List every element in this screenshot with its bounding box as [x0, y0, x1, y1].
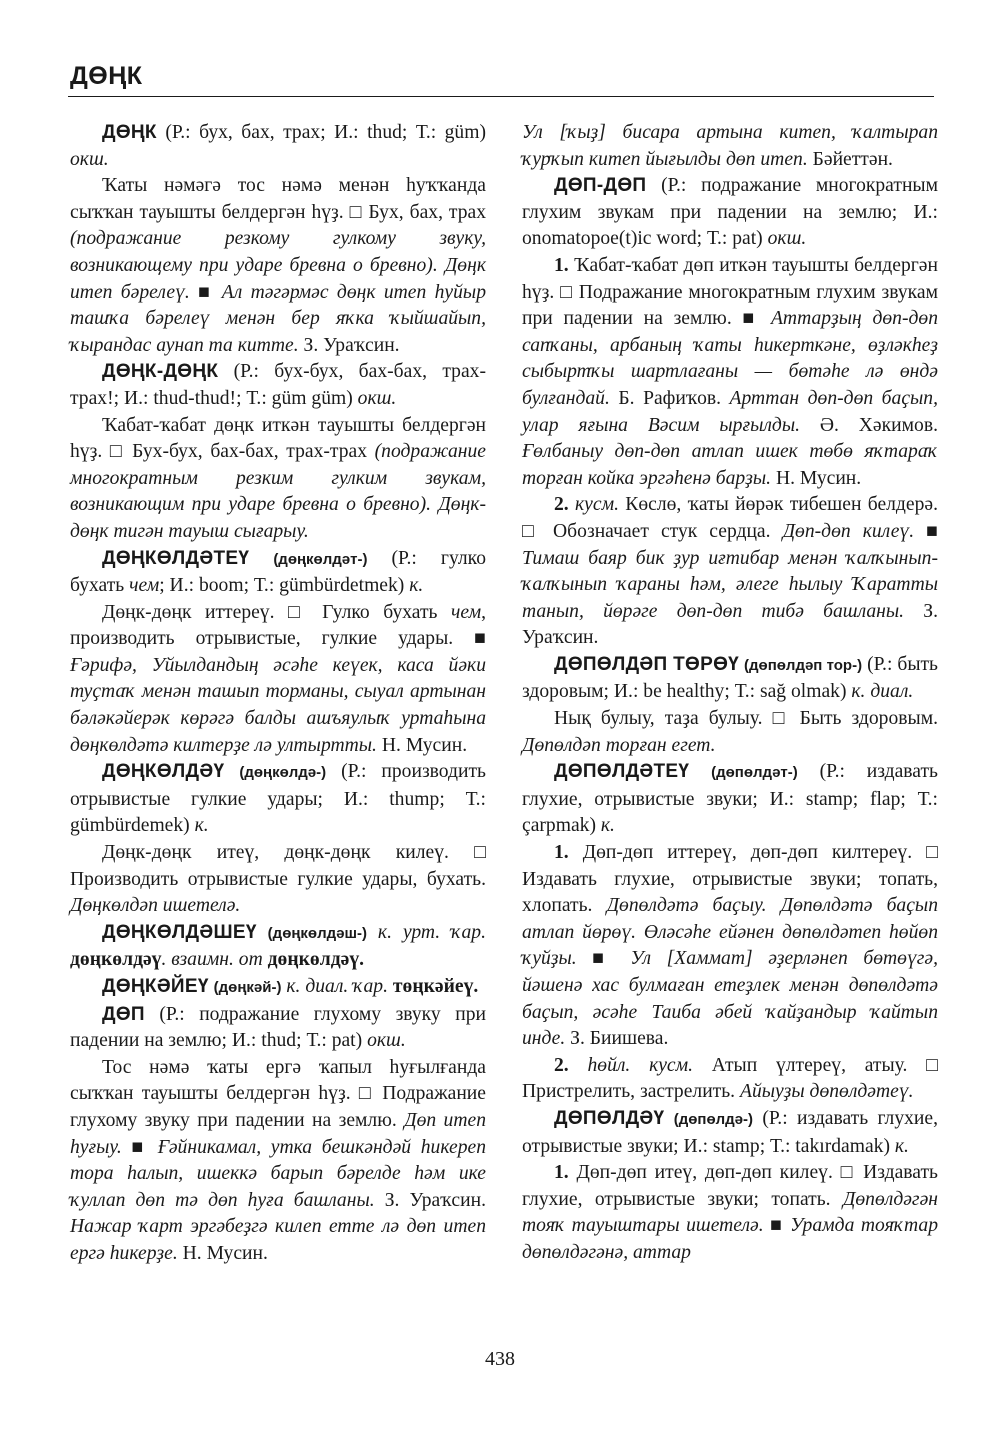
grammar-form: (дөпөлдәт-)	[711, 764, 798, 782]
bold-text: дөңкөлдәү.	[267, 949, 365, 971]
italic-text: кусм.	[575, 494, 619, 516]
italic-text: Ул [Хаммат] әҙерләнеп бөтөүгә, йәшенә хас булмаған етеҙлек менән дөпөлдәтә баҫып, әсәһе Таиба әбей ҡайҙандыр ҡайтып инде.	[522, 948, 938, 1050]
italic-text: Аттарҙың дөп-дөп сапҡаны, арбаның ҡаты һикерткәне, өҙләкһеҙ сыбыртҡы шартлағаны — бөтәһе лә өндә булғандай.	[522, 308, 939, 409]
text-run: Ҡабат-ҡабат дөңк иткән тауышты белдергән һүҙ. □ Бух-бух, бах-бах, трах-трах	[70, 414, 486, 463]
entry-paragraph	[70, 546, 486, 600]
headword: ДӨҢК-ДӨҢК	[102, 361, 219, 383]
entry-paragraph	[70, 359, 486, 412]
bold-text: төңкәйеү.	[392, 976, 479, 997]
text-run: (Р.: издавать глухие, отрывистые звуки; И.: stamp; Т.: takırdamak)	[522, 1107, 938, 1157]
header-rule	[68, 96, 934, 97]
headword: ДӨПӨЛДӘП ТӨРӨҮ	[554, 653, 740, 675]
text-run: Н. Мусин.	[177, 1242, 268, 1264]
headword: ДӨҢКӨЛДӘШЕҮ	[102, 921, 257, 943]
headword: ДӨПӨЛДӘТЕҮ	[554, 761, 690, 783]
grammar-form: (дөңкәй-)	[213, 979, 282, 996]
italic-text: Ғәрифә, Уйылдандың әсәһе кеүек, каса йәки туҫтаҡ менән ташып торманы, сыуал артынан бәләкәйерәк көрәгә балды ашъяулыҡ уртаһына дөңкөлдәтә килтерҙе лә ултыртты.	[70, 654, 486, 756]
text-run: Б. Рафиҡов.	[609, 387, 730, 409]
bold-text: 2.	[554, 494, 569, 516]
italic-text: к.	[894, 1135, 909, 1157]
text-run: ■	[914, 520, 938, 542]
text-run	[257, 922, 268, 943]
text-run: (Р.: подражание глухому звуку при падении на землю; И.: thud; Т.: pat)	[70, 1003, 486, 1052]
text-run: З. Биишева.	[565, 1028, 669, 1050]
text-run: (Р.: бух, бах, трах; И.: thud; Т.: güm)	[156, 122, 486, 143]
text-run: Нық булыу, таҙа булыу. □ Быть здоровым.	[554, 708, 938, 730]
text-run: (Р.: подражание многократным глухим звукам при падении на землю; И.: onomatopoe(t)ic word; Т.: pat)	[522, 175, 938, 250]
headword: ДӨП	[102, 1003, 145, 1025]
italic-text: Тимаш баяр бик ҙур иғтибар менән ҡалҡынып-ҡалҡынып ҡараны һәм, әлеге һылыу Ҡаратты танып, йөрәге дөп-дөп тибә башланы.	[522, 547, 938, 622]
entry-paragraph	[522, 652, 938, 706]
text-run: Дөңк-дөңк итеү, дөңк-дөңк килеү. □ Производить отрывистые гулкие удары, бухать.	[70, 842, 486, 890]
italic-text: (подражание резкому гулкому звуку, возникающему при ударе бревна о бревно). Дөңк итеп бәрелеү.	[70, 228, 486, 303]
text-run	[689, 761, 711, 782]
text-run: ■	[763, 1215, 791, 1237]
headword: ДӨҢК	[102, 122, 157, 143]
entry-paragraph	[70, 759, 486, 840]
italic-text: к. урт. ҡар.	[377, 921, 486, 943]
italic-text: окш.	[70, 148, 109, 170]
bold-text: 1.	[554, 1162, 569, 1184]
text-run: З. Ураҡсин.	[374, 1189, 486, 1211]
text-run: (Р.: быть здоровым; И.: be healthy; Т.: sağ olmak)	[522, 653, 938, 703]
text-run: Ҡабат-ҡабат дөп иткән тауышты белдергән һүҙ. □ Подражание многократным глухим звукам при падении на землю. ■	[522, 254, 938, 330]
italic-text: окш.	[357, 387, 397, 409]
entry-paragraph	[70, 1055, 486, 1268]
grammar-form: (дөпөлдәп тор-)	[744, 656, 863, 674]
italic-text: (подражание многократным резким гулким звукам, возникающим при ударе бревна о бревно). Дөңк-дөңк тигән тауыш сығарыу.	[70, 441, 486, 542]
grammar-form: (дөңкөлдә-)	[239, 764, 327, 782]
text-run: Ҡаты нәмәгә тос нәмә менән һуҡҡанда сыҡҡан тауышты белдергән һүҙ. □ Бух, бах, трах	[70, 175, 486, 223]
grammar-form: (дөңкөлдәш-)	[267, 924, 367, 942]
italic-text: окш.	[767, 228, 807, 250]
page-number: 438	[485, 1348, 515, 1370]
text-run	[569, 1055, 588, 1076]
bold-text: 1.	[554, 842, 569, 864]
running-head: ДӨҢК	[70, 62, 143, 90]
italic-text: Ал тәгәрмәс дөңк итеп һуйыр ташҡа бәрелеү менән бер яҡка ҡыйшайып, ҡырандас аунап та китте.	[70, 281, 486, 356]
italic-text: к.	[409, 575, 424, 597]
text-run	[249, 548, 273, 569]
italic-text: Ғөлбаныу дөп-дөп атлап ишек төбө яҡтараҡ торған койка эргәһенә барҙы.	[522, 441, 938, 489]
italic-text: Ул [ҡыҙ] бисара артына китеп, ҡалтырап ҡурҡып китеп йығылды дөп итеп.	[522, 122, 938, 170]
headword: ДӨҢКӘЙЕҮ	[102, 976, 209, 997]
text-run: Көслө, ҡаты йөрәк тибешен белдерә. □ Обозначает стук сердца.	[522, 494, 938, 542]
italic-text: Дөпөлдәгән тояҡ тауыштары ишетелә.	[522, 1188, 938, 1237]
text-run: (Р.: гулко бухать	[70, 547, 486, 597]
bold-text: 2.	[554, 1054, 569, 1076]
text-run: Тос нәмә ҡаты ергә ҡапыл һуғылғанда сыҡҡан тауышты белдергән һүҙ. □ Подражание глухому звуку при падении на землю.	[70, 1056, 486, 1131]
text-run: , производить отрывистые, гулкие удары. ■	[70, 601, 486, 650]
entry-paragraph	[522, 173, 938, 253]
text-run: З. Ураҡсин.	[522, 600, 938, 649]
text-run: Ә. Хәкимов.	[799, 414, 938, 436]
grammar-form: (дөңкөлдәт-)	[273, 550, 368, 568]
left-column	[70, 120, 486, 1268]
text-run: Бәйеттән.	[807, 148, 893, 170]
right-column	[522, 120, 938, 1267]
text-run: Н. Мусин.	[376, 734, 468, 756]
text-run	[367, 922, 378, 943]
italic-text: к. диал. ҡар.	[286, 976, 388, 997]
italic-text: һөйл. кусм.	[587, 1054, 694, 1076]
text-run	[224, 761, 239, 782]
text-run: Дөп-дөп иттереү, дөп-дөп килтереү. □ Издавать глухие, отрывистые звуки; топать, хлопать.	[522, 842, 938, 917]
italic-text: Айыуҙы дөпөлдәтеү.	[739, 1081, 914, 1103]
italic-text: к.	[600, 815, 615, 837]
italic-text: Дөп итеп һуғыу.	[70, 1109, 486, 1158]
italic-text: . взаимн. от	[161, 949, 268, 971]
text-run: ■	[189, 281, 222, 303]
entry-paragraph	[522, 253, 938, 492]
bold-text: дөңкөлдәү	[70, 949, 162, 971]
entry-paragraph	[70, 974, 486, 1002]
italic-text: Дөңкөлдәп ишетелә.	[70, 895, 241, 917]
bold-text: 1.	[554, 254, 569, 276]
italic-text: Дөп-дөп килеү.	[782, 520, 915, 542]
text-run: (Р.: издавать глухие, отрывистые звуки; И.: stamp; flap; Т.: çarpmak)	[522, 761, 938, 837]
entry-paragraph	[522, 1053, 938, 1106]
entry-paragraph	[70, 120, 486, 173]
text-run: (Р.: бух-бух, бах-бах, трах-трах!; И.: thud-thud!; Т.: güm güm)	[70, 361, 486, 409]
text-run: Н. Мусин.	[771, 467, 862, 489]
entry-paragraph	[70, 600, 486, 760]
text-run: З. Ураҡсин.	[298, 334, 400, 356]
italic-text: окш.	[367, 1030, 406, 1052]
text-run	[664, 1108, 673, 1129]
entry-paragraph	[70, 840, 486, 920]
entry-paragraph	[522, 840, 938, 1053]
headword: ДӨПӨЛДӘҮ	[554, 1107, 665, 1129]
text-run: ■	[576, 948, 631, 970]
entry-paragraph	[70, 1002, 486, 1055]
grammar-form: (дөпөлдә-)	[673, 1110, 754, 1128]
text-run: (Р.: производить отрывистые гулкие удары; И.: thump; Т.: gümbürdemek)	[70, 761, 486, 837]
entry-paragraph	[522, 706, 938, 759]
entry-paragraph	[522, 759, 938, 840]
italic-text: чем	[451, 601, 482, 623]
text-run: ; И.: boom; Т.: gümbürdetmek)	[159, 575, 410, 597]
italic-text: Урамда тояҡтар дөпөлдәгәнә, аттар	[522, 1215, 938, 1263]
italic-text: Дөпөлдәтә баҫыу. Дөпөлдәтә баҫып атлап йөрөү. Өләсәһе ейәнен дөпөлдәтеп һөйөп ҡуйҙы.	[522, 895, 938, 970]
italic-text: Ғәйникамал, утка бешкәндәй һикереп тора һалып, ишеккә барып бәрелде һәм ике ҡуллап дөп тә дөп һуға башланы.	[70, 1136, 486, 1211]
text-run: ■	[121, 1136, 158, 1158]
headword: ДӨП-ДӨП	[554, 175, 647, 197]
entry-paragraph	[70, 920, 486, 974]
italic-text: Нажар ҡарт эргәбеҙгә килеп етте лә дөп итеп ергә һикерҙе.	[70, 1216, 486, 1264]
text-run: Дөп-дөп итеү, дөп-дөп килеү. □ Издавать глухие, отрывистые звуки; топать.	[522, 1162, 938, 1210]
entry-paragraph	[522, 120, 938, 173]
italic-text: Арттан дөп-дөп баҫып, улар яғына Вәсим ырғылды.	[522, 387, 938, 436]
entry-paragraph	[70, 173, 486, 359]
italic-text: Дөпөлдәп торған егет.	[522, 734, 716, 756]
headword: ДӨҢКӨЛДӘҮ	[102, 761, 225, 783]
entry-paragraph	[522, 1160, 938, 1266]
entry-paragraph	[70, 413, 486, 546]
entry-paragraph	[522, 492, 938, 652]
headword: ДӨҢКӨЛДӘТЕҮ	[102, 547, 250, 569]
italic-text: к.	[194, 815, 209, 837]
entry-paragraph	[522, 1106, 938, 1160]
italic-text: к. диал.	[851, 681, 914, 703]
text-run: Дөңк-дөңк иттереү. □ Гулко бухать	[102, 601, 452, 623]
text-run: Атып үлтереү, атыу. □ Пристрелить, застрелить.	[522, 1054, 938, 1103]
italic-text: чем	[129, 575, 160, 597]
